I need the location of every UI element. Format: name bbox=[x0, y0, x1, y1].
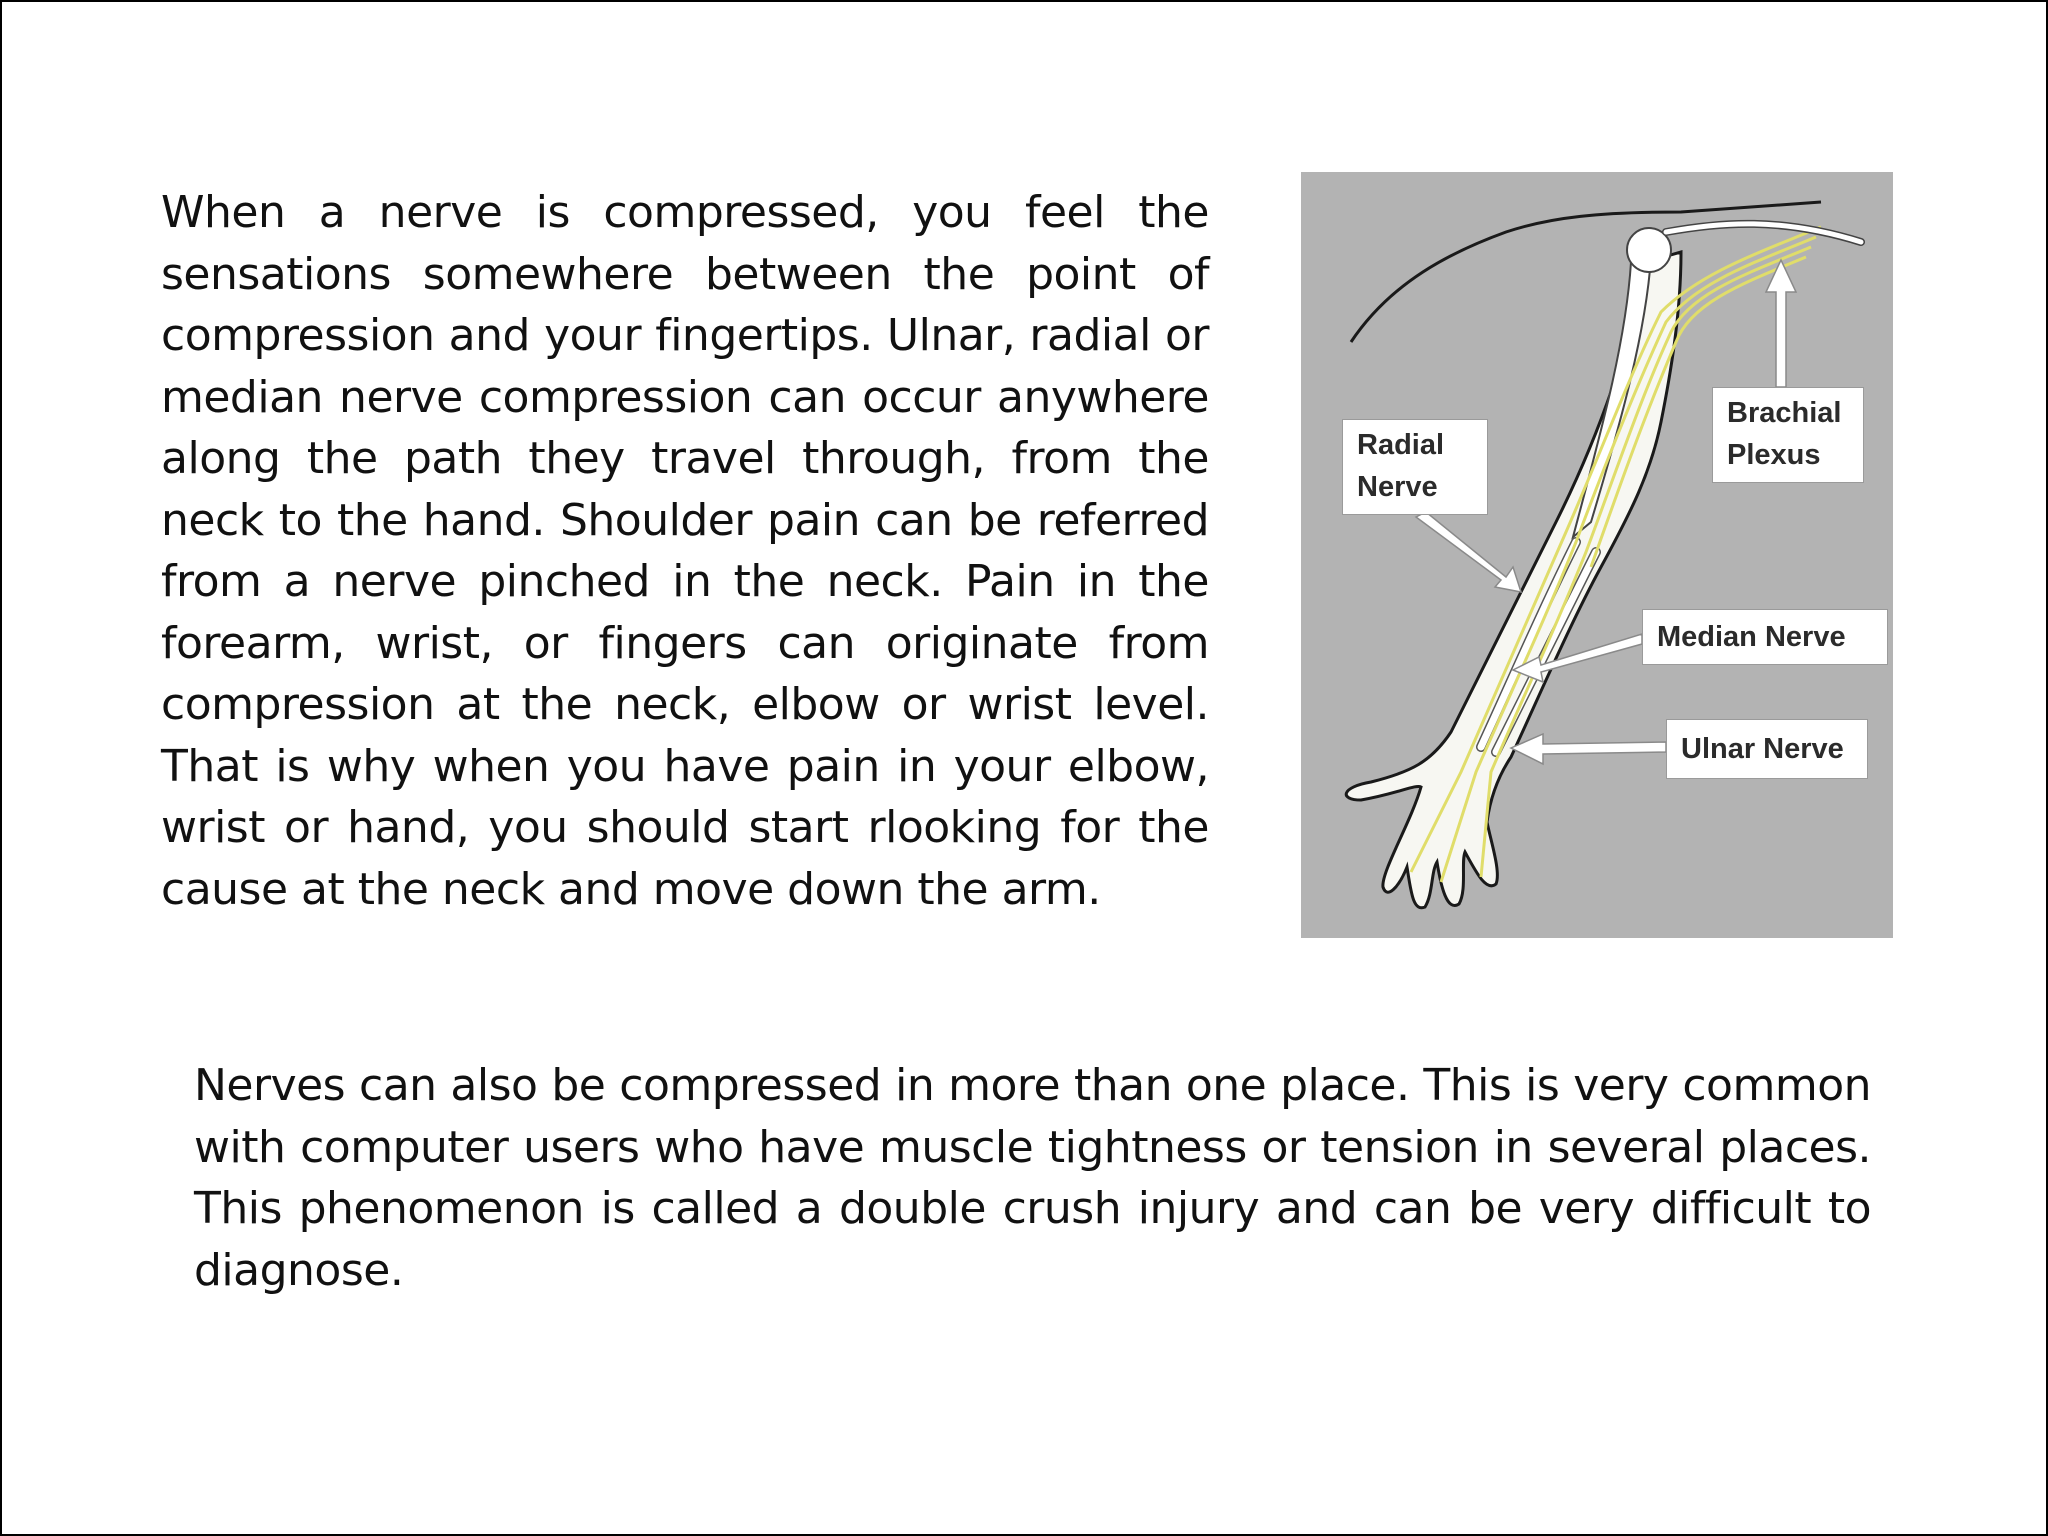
median-nerve-label: Median Nerve bbox=[1642, 609, 1888, 665]
radial-nerve-label: Radial Nerve bbox=[1342, 419, 1488, 515]
ulnar-nerve-label: Ulnar Nerve bbox=[1666, 719, 1868, 779]
brachial-plexus-label: Brachial Plexus bbox=[1712, 387, 1864, 483]
arm-nerve-illustration bbox=[1301, 172, 1893, 938]
arm-nerve-drawing bbox=[1301, 172, 1893, 938]
brachial-arrow bbox=[1766, 260, 1796, 387]
body-paragraph-double-crush: Nerves can also be compressed in more than one place. This is very common with computer users who have muscle tightness or tension in several places. This phenomenon is called a double crush injury and can be very difficult to diagnose. bbox=[194, 1060, 1871, 1296]
ulnar-arrow bbox=[1511, 734, 1666, 764]
radial-arrow bbox=[1416, 512, 1521, 592]
body-paragraph-nerve-compression: When a nerve is compressed, you feel the sensations somewhere between the point of compression and your fingertips. Ulnar, radial or median nerve compression can occur anywhere along the path they travel through, from the neck to the hand. Shoulder pain can be referred from a nerve pinched in the neck. Pain in the forearm, wrist, or fingers can originate from compression at the neck, elbow or wrist level. That is why when you have pain in your elbow, wrist or hand, you should start rlooking for the cause at the neck and move down the arm. bbox=[161, 187, 1209, 915]
